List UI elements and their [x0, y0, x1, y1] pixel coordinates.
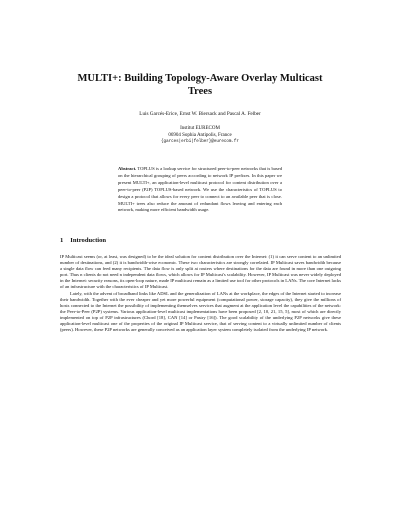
paper-title-line-2: Trees	[187, 86, 213, 97]
paper-authors: Luis Garcés-Erice, Ernst W. Biersack and Pascal A. Felber	[139, 111, 261, 117]
introduction-body	[60, 254, 341, 333]
paper-title-line-1: MULTI+: Building Topology-Aware Overlay Multicast	[77, 73, 323, 84]
affiliation-email: {garces|erbi|felber}@eurecom.fr	[161, 140, 239, 144]
section-heading-introduction	[60, 237, 106, 244]
section-number: 1	[60, 237, 64, 244]
affiliation-address: 06904 Sophia Antipolis, France	[168, 132, 232, 138]
paragraph: Lately, with the advent of broadband links like ADSL and the generalization of LANs at the workplace, the edges of the Internet started to increase their bandwidth. Together with the ever cheaper and yet more powerful equipment (computational power, storage capacity), they give the millions of hosts connected to the Internet the possibility of implementing themselves services that augment at the application level the capabilities of the network: the Peer-to-Peer (P2P) systems. Various application-level multicast implementations have been proposed [2, 10, 21, 15, 5], most of which are directly implemented on top of P2P infrastructures (Chord [18], CAN [14] or Pastry [16]). The good scalability of the underlying P2P networks give these application-level multicast one of the properties of the original IP Multicast service, that of serving content to a virtually unlimited number of clients (peers). However, these P2P networks are generally conceived as an application layer system completely isolated from the underlying IP network.	[60, 291, 341, 332]
paper-title	[60, 72, 340, 98]
paragraph: IP Multicast seems (or, at least, was designed) to be the ideal solution for content distribution over the Internet: (1) it can serve content to an unlimited number of destinations, and (2) it is bandwidth-wise economic. These two characteristics are strongly correlated. IP Multicast saves bandwidth because a single data flow can feed many recipients. The data flow is only split at routers where destinations for the data are found in more than one outgoing port. Thus n clients do not need n independent data flows, which allows for IP Multicast's scalability. However, IP Multicast was never widely deployed in the Internet: security reasons, its open-loop nature, made IP multicast remain as a limited use tool for other protocols in LANs. The core Internet lacks of an infrastructure with the characteristics of IP Multicast.	[60, 254, 341, 289]
affiliation-institute: Institut EURECOM	[180, 126, 220, 131]
abstract-label: Abstract.	[118, 166, 137, 171]
abstract-text: TOPLUS is a lookup service for structured peer-to-peer networks that is based on the hierarchical grouping of peers according to network IP prefixes. In this paper we present MULTI+, an application-level multicast protocol for content distribution over a peer-to-peer (P2P) TOPLUS-based network. We use the characteristics of TOPLUS to design a protocol that allows for every peer to connect to an available peer that is close. MULTI+ trees also reduce the amount of redundant flows leaving and entering each network, making more efficient bandwidth usage.	[118, 166, 282, 213]
abstract	[118, 166, 282, 214]
section-title: Introduction	[70, 237, 107, 244]
affiliation-block	[100, 126, 300, 146]
